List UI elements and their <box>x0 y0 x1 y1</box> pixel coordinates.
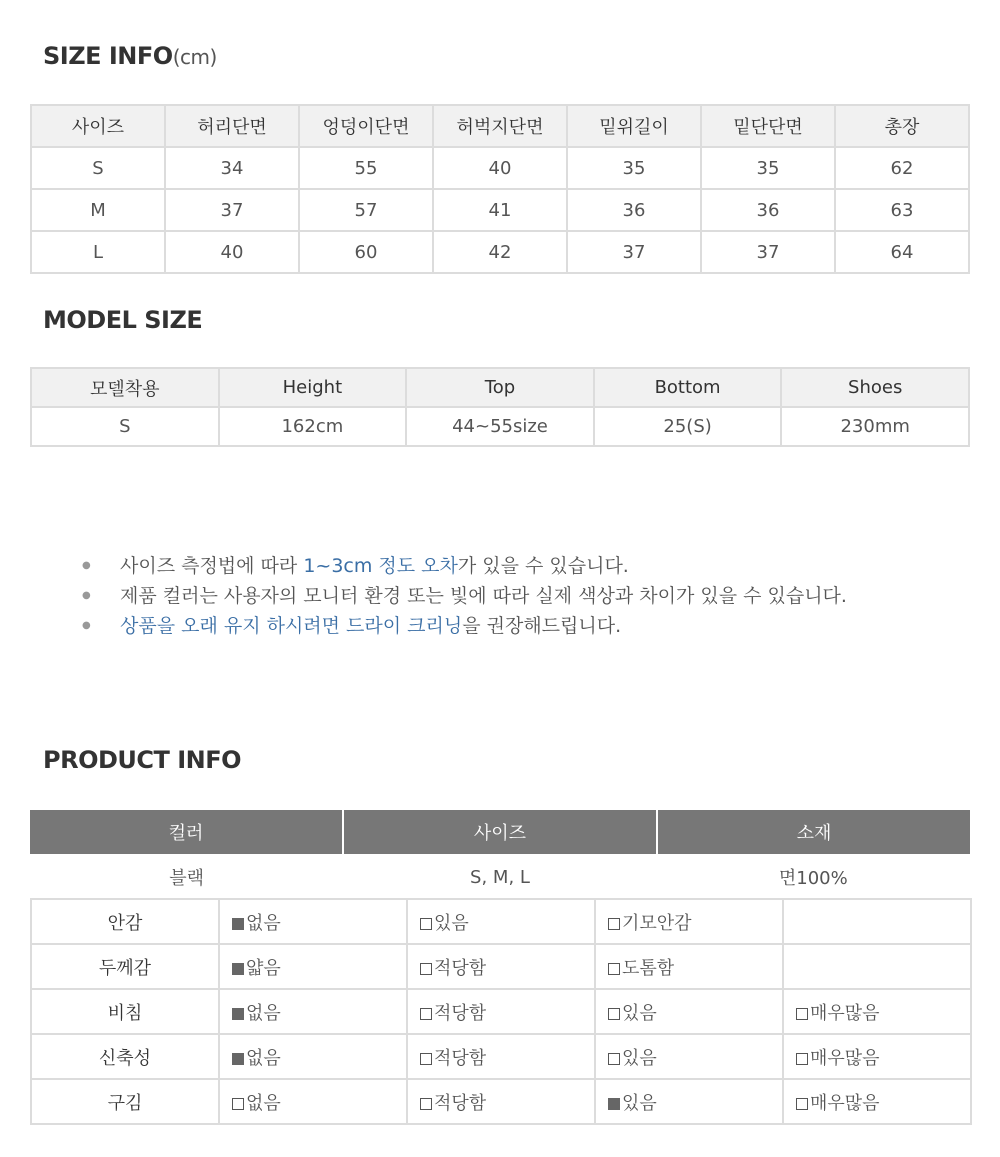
attribute-option <box>407 989 595 1034</box>
table-cell: 40 <box>165 231 299 273</box>
model-value-top: 44~55size <box>406 407 594 446</box>
size-header-hip: 엉덩이단면 <box>299 105 433 147</box>
table-cell: 41 <box>433 189 567 231</box>
attribute-row <box>31 944 971 989</box>
attribute-option-text: 없음 <box>246 1047 281 1069</box>
attribute-option <box>407 944 595 989</box>
table-cell: 63 <box>835 189 969 231</box>
attribute-option <box>407 1079 595 1124</box>
note-text: 사이즈 측정법에 따라 <box>120 555 304 577</box>
size-header-hem: 밑단단면 <box>701 105 835 147</box>
model-size-title: MODEL SIZE <box>43 306 203 334</box>
note-text: 을 권장해드립니다. <box>462 615 622 637</box>
product-value-material: 면100% <box>778 868 848 889</box>
attribute-option-text: 있음 <box>434 912 469 934</box>
size-header-size: 사이즈 <box>31 105 165 147</box>
unchecked-box-icon <box>420 918 432 930</box>
size-info-title-text: SIZE INFO <box>43 42 173 70</box>
attribute-label: 안감 <box>31 899 219 944</box>
note-item <box>82 611 847 641</box>
attribute-option <box>783 899 971 944</box>
checked-box-icon <box>232 1053 244 1065</box>
unchecked-box-icon <box>420 1008 432 1020</box>
model-value-shoes: 230mm <box>781 407 969 446</box>
table-cell: 36 <box>701 189 835 231</box>
model-header-size: 모델착용 <box>31 368 219 407</box>
note-text: 제품 컬러는 사용자의 모니터 환경 또는 빛에 따라 실제 색상과 차이가 있을 수 있습니다. <box>120 585 847 607</box>
product-header-size: 사이즈 <box>344 810 658 854</box>
attribute-option <box>219 989 407 1034</box>
attribute-option <box>219 944 407 989</box>
checked-box-icon <box>232 1008 244 1020</box>
model-size-table <box>30 367 970 447</box>
model-header-bottom: Bottom <box>594 368 782 407</box>
size-info-title <box>43 42 217 70</box>
bullet-icon: ● <box>82 590 91 601</box>
model-value-height: 162cm <box>219 407 407 446</box>
attribute-option <box>407 899 595 944</box>
attribute-option-text: 매우많음 <box>810 1092 880 1114</box>
table-cell: 57 <box>299 189 433 231</box>
unchecked-box-icon <box>608 963 620 975</box>
table-cell: 60 <box>299 231 433 273</box>
attribute-option <box>595 944 783 989</box>
attribute-row <box>31 1034 971 1079</box>
unchecked-box-icon <box>608 1008 620 1020</box>
model-table-header-row <box>31 368 969 407</box>
table-row <box>31 231 969 273</box>
product-attribute-table <box>30 898 972 1125</box>
table-cell: 64 <box>835 231 969 273</box>
table-cell: 36 <box>567 189 701 231</box>
attribute-label: 비침 <box>31 989 219 1034</box>
product-value-size: S, M, L <box>470 866 530 888</box>
product-info-title: PRODUCT INFO <box>43 746 242 774</box>
attribute-option-text: 적당함 <box>434 1092 487 1114</box>
product-header-color: 컬러 <box>30 810 344 854</box>
model-value-bottom: 25(S) <box>594 407 782 446</box>
unchecked-box-icon <box>796 1008 808 1020</box>
checked-box-icon <box>608 1098 620 1110</box>
attribute-option <box>595 1079 783 1124</box>
unchecked-box-icon <box>608 918 620 930</box>
size-info-table <box>30 104 970 274</box>
table-cell: 35 <box>701 147 835 189</box>
attribute-option-text: 없음 <box>246 1092 281 1114</box>
note-highlight-text: 상품을 오래 유지 하시려면 드라이 크리닝 <box>120 615 463 637</box>
unchecked-box-icon <box>608 1053 620 1065</box>
attribute-row <box>31 899 971 944</box>
attribute-option-text: 있음 <box>622 1002 657 1024</box>
table-cell: 55 <box>299 147 433 189</box>
bullet-icon: ● <box>82 620 91 631</box>
note-item <box>82 551 847 581</box>
attribute-option <box>595 1034 783 1079</box>
checked-box-icon <box>232 963 244 975</box>
size-header-length: 총장 <box>835 105 969 147</box>
table-cell: L <box>31 231 165 273</box>
table-cell: 40 <box>433 147 567 189</box>
attribute-option <box>407 1034 595 1079</box>
attribute-option-text: 적당함 <box>434 1047 487 1069</box>
model-header-top: Top <box>406 368 594 407</box>
attribute-option-text: 없음 <box>246 912 281 934</box>
model-header-shoes: Shoes <box>781 368 969 407</box>
attribute-option <box>219 899 407 944</box>
attribute-option <box>783 944 971 989</box>
table-cell: 34 <box>165 147 299 189</box>
table-cell: 35 <box>567 147 701 189</box>
unchecked-box-icon <box>420 1053 432 1065</box>
attribute-row <box>31 989 971 1034</box>
unchecked-box-icon <box>420 963 432 975</box>
size-header-waist: 허리단면 <box>165 105 299 147</box>
note-highlight-text: 1~3cm 정도 오차 <box>303 555 458 577</box>
unchecked-box-icon <box>796 1098 808 1110</box>
unchecked-box-icon <box>420 1098 432 1110</box>
product-info-header <box>30 810 970 854</box>
product-info-values <box>30 856 970 898</box>
table-cell: M <box>31 189 165 231</box>
product-header-material: 소재 <box>658 810 970 854</box>
attribute-option-text: 적당함 <box>434 1002 487 1024</box>
attribute-option-text: 있음 <box>622 1092 657 1114</box>
product-value-color: 블랙 <box>169 868 205 889</box>
attribute-option <box>783 1079 971 1124</box>
unchecked-box-icon <box>796 1053 808 1065</box>
attribute-option <box>595 989 783 1034</box>
attribute-label: 두께감 <box>31 944 219 989</box>
attribute-option-text: 매우많음 <box>810 1002 880 1024</box>
table-row <box>31 189 969 231</box>
attribute-option <box>219 1034 407 1079</box>
attribute-option <box>783 989 971 1034</box>
size-header-rise: 밑위길이 <box>567 105 701 147</box>
attribute-option-text: 없음 <box>246 1002 281 1024</box>
size-header-thigh: 허벅지단면 <box>433 105 567 147</box>
attribute-option-text: 적당함 <box>434 957 487 979</box>
table-cell: S <box>31 147 165 189</box>
unchecked-box-icon <box>232 1098 244 1110</box>
table-row <box>31 407 969 446</box>
attribute-option <box>219 1079 407 1124</box>
model-header-height: Height <box>219 368 407 407</box>
bullet-icon: ● <box>82 560 91 571</box>
attribute-option-text: 매우많음 <box>810 1047 880 1069</box>
notes-list <box>82 551 847 641</box>
model-value-size: S <box>31 407 219 446</box>
table-cell: 62 <box>835 147 969 189</box>
table-cell: 37 <box>701 231 835 273</box>
attribute-label: 구김 <box>31 1079 219 1124</box>
size-info-unit: (cm) <box>172 45 217 69</box>
table-cell: 37 <box>567 231 701 273</box>
note-text: 가 있을 수 있습니다. <box>457 555 629 577</box>
table-cell: 37 <box>165 189 299 231</box>
attribute-row <box>31 1079 971 1124</box>
checked-box-icon <box>232 918 244 930</box>
attribute-option-text: 도톰함 <box>622 957 675 979</box>
attribute-option <box>783 1034 971 1079</box>
attribute-option <box>595 899 783 944</box>
table-cell: 42 <box>433 231 567 273</box>
attribute-label: 신축성 <box>31 1034 219 1079</box>
table-row <box>31 147 969 189</box>
attribute-option-text: 기모안감 <box>622 912 692 934</box>
attribute-option-text: 얇음 <box>246 957 281 979</box>
size-table-header-row <box>31 105 969 147</box>
attribute-option-text: 있음 <box>622 1047 657 1069</box>
note-item <box>82 581 847 611</box>
